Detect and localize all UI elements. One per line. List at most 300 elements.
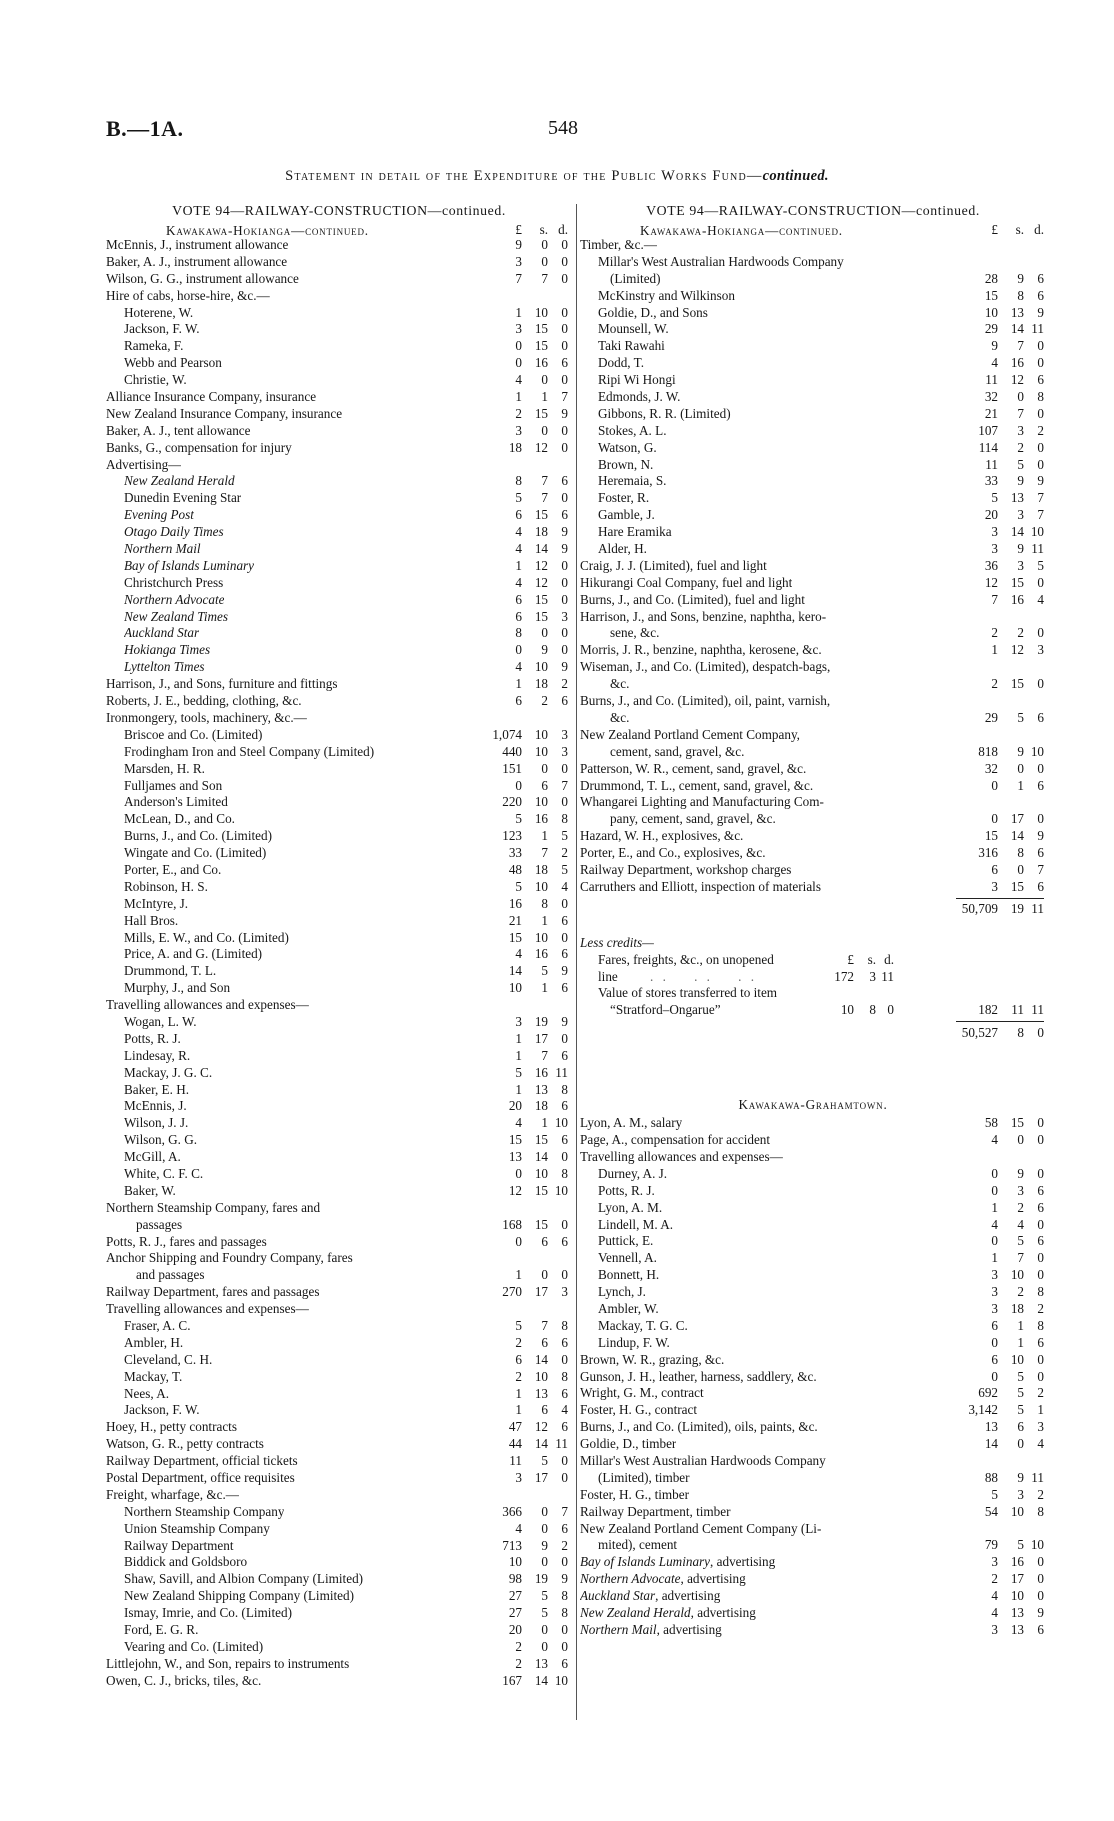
list-item <box>580 609 1046 626</box>
list-item <box>580 1284 1046 1301</box>
amount-pence: 2 <box>1037 422 1044 438</box>
entry-amount <box>480 1402 568 1419</box>
amount-pounds: 7 <box>991 591 998 607</box>
list-item <box>580 592 1046 609</box>
entry-amount <box>480 794 568 811</box>
amount-shillings: 18 <box>1010 1300 1024 1316</box>
entry-label: Travelling allowances and expenses— <box>580 1148 783 1164</box>
amount-shillings: 2 <box>1017 625 1024 641</box>
amount-pence: 3 <box>1037 1419 1044 1435</box>
amount-shillings: 5 <box>1017 1537 1024 1553</box>
amount-shillings: 7 <box>541 490 548 506</box>
amount-shillings: 19 <box>534 1571 548 1587</box>
amount-pounds: 98 <box>508 1571 522 1587</box>
entry-label: Morris, J. R., benzine, naphtha, kerosene, &c. <box>580 642 822 658</box>
amount-shillings: 0 <box>541 422 548 438</box>
amount-pence: 2 <box>1037 1385 1044 1401</box>
amount-pounds: 14 <box>984 1436 998 1452</box>
amount-pence: 1 <box>1037 1402 1044 1418</box>
amount-pounds: 0 <box>515 355 522 371</box>
amount-pence: 6 <box>1037 287 1044 303</box>
entry-amount <box>480 507 568 524</box>
entry-amount <box>956 1487 1044 1504</box>
list-item <box>580 1166 1046 1183</box>
entry-label: Heremaia, S. <box>598 473 667 489</box>
list-item <box>106 1656 572 1673</box>
amount-pence: 0 <box>561 338 568 354</box>
amount-shillings: 6 <box>541 1233 548 1249</box>
list-item <box>106 744 572 761</box>
statement-title-continued: continued. <box>762 168 829 184</box>
list-item <box>106 321 572 338</box>
amount-pounds: 2 <box>515 405 522 421</box>
entry-amount <box>480 896 568 913</box>
entry-label: Hoterene, W. <box>124 304 194 320</box>
entry-label: (Limited), timber <box>598 1469 690 1485</box>
list-item <box>580 1436 1046 1453</box>
entry-label: Lyon, A. M. <box>598 1199 663 1215</box>
amount-pounds: 50,709 <box>961 900 998 916</box>
amount-pounds: 713 <box>502 1537 522 1553</box>
amount-shillings: 0 <box>1017 1436 1024 1452</box>
entry-amount <box>956 710 1044 727</box>
entry-label: Page, A., compensation for accident <box>580 1132 771 1148</box>
amount-pence: 6 <box>561 507 568 523</box>
list-item <box>106 1031 572 1048</box>
list-item <box>106 1284 572 1301</box>
grahamtown-section-title: Kawakawa-Grahamtown. <box>738 1097 888 1113</box>
entry-label: Robinson, H. S. <box>124 878 208 894</box>
credits-line-2-amount <box>820 969 894 986</box>
currency-pounds: £ <box>515 222 522 237</box>
entry-amount <box>480 862 568 879</box>
list-item <box>580 524 1046 541</box>
entry-label: Gunson, J. H., leather, harness, saddlery, &c. <box>580 1368 817 1384</box>
amount-shillings: 8 <box>541 895 548 911</box>
entry-amount <box>480 1284 568 1301</box>
entry-label: Banks, G., compensation for injury <box>106 439 292 455</box>
credits-currency-header <box>820 952 894 969</box>
page-number: 548 <box>548 117 578 139</box>
entry-label: Burns, J., and Co. (Limited), oils, paints, &c. <box>580 1419 818 1435</box>
entry-label: Ford, E. G. R. <box>124 1622 199 1638</box>
entry-label: New Zealand Times <box>124 608 229 624</box>
amount-pence: 0 <box>561 1149 568 1165</box>
list-item <box>580 541 1046 558</box>
amount-pounds: 3 <box>991 1267 998 1283</box>
amount-pounds: 366 <box>502 1503 522 1519</box>
list-item <box>580 1267 1046 1284</box>
entry-label: Otago Daily Times <box>124 524 224 540</box>
entry-amount <box>480 1115 568 1132</box>
amount-shillings: 15 <box>534 507 548 523</box>
list-item <box>106 845 572 862</box>
amount-shillings: 1 <box>1017 1317 1024 1333</box>
entry-amount <box>956 1385 1044 1402</box>
entry-label: Advertising— <box>106 456 182 472</box>
column-divider <box>576 204 577 1720</box>
entry-label: Goldie, D., timber <box>580 1436 677 1452</box>
entry-label: passages <box>136 1216 183 1232</box>
entry-label: Wilson, J. J. <box>124 1115 189 1131</box>
amount-pence: 0 <box>561 1267 568 1283</box>
entry-label: Mounsell, W. <box>598 321 669 337</box>
amount-pounds: 1 <box>991 1250 998 1266</box>
amount-shillings: 18 <box>534 861 548 877</box>
amount-pounds: 0 <box>515 642 522 658</box>
amount-pence: 0 <box>561 557 568 573</box>
amount-shillings: 3 <box>1017 507 1024 523</box>
list-item <box>580 1217 1046 1234</box>
list-item <box>580 558 1046 575</box>
entry-amount <box>480 440 568 457</box>
amount-pence: 9 <box>561 963 568 979</box>
amount-pence: 10 <box>1030 1537 1044 1553</box>
list-item <box>580 1554 1046 1571</box>
amount-pounds: 1 <box>991 1199 998 1215</box>
amount-pounds: 14 <box>508 963 522 979</box>
entry-amount <box>480 913 568 930</box>
amount-pence: 0 <box>1037 1115 1044 1131</box>
amount-pounds: 6 <box>515 693 522 709</box>
amount-pounds: 818 <box>978 743 998 759</box>
statement-title-text: Statement in detail of the Expenditure of the Public Works Fund— <box>285 168 763 184</box>
amount-pence: 7 <box>561 777 568 793</box>
amount-pounds: 79 <box>984 1537 998 1553</box>
amount-pence: 6 <box>1037 878 1044 894</box>
amount-shillings: 5 <box>1017 1233 1024 1249</box>
amount-pence: 6 <box>561 1047 568 1063</box>
entry-amount <box>956 457 1044 474</box>
entry-amount <box>480 1419 568 1436</box>
list-item <box>106 507 572 524</box>
entry-amount <box>480 321 568 338</box>
list-item <box>580 423 1046 440</box>
amount-pounds: 0 <box>991 777 998 793</box>
entry-label: Wilson, G. G., instrument allowance <box>106 270 299 286</box>
amount-pounds: 28 <box>984 270 998 286</box>
amount-shillings: 8 <box>1017 1025 1024 1041</box>
amount-pounds: 3 <box>515 422 522 438</box>
list-item <box>106 457 572 474</box>
amount-pence: 9 <box>561 524 568 540</box>
list-item <box>106 592 572 609</box>
amount-shillings: 7 <box>541 473 548 489</box>
entry-amount <box>956 1588 1044 1605</box>
amount-pounds: 1 <box>515 1081 522 1097</box>
entry-amount <box>480 609 568 626</box>
list-item <box>106 288 572 305</box>
entry-amount <box>956 1267 1044 1284</box>
amount-pence: 10 <box>1030 524 1044 540</box>
entry-amount <box>956 1352 1044 1369</box>
amount-pence: 0 <box>1037 1250 1044 1266</box>
list-item <box>580 1301 1046 1318</box>
amount-pounds: 0 <box>515 338 522 354</box>
entry-label: Railway Department, fares and passages <box>106 1284 320 1300</box>
list-item <box>580 1250 1046 1267</box>
amount-shillings: 10 <box>534 794 548 810</box>
amount-pounds: 168 <box>502 1216 522 1232</box>
list-item <box>106 946 572 963</box>
amount-shillings: 12 <box>1010 642 1024 658</box>
amount-pence: 8 <box>561 1588 568 1604</box>
list-item <box>106 305 572 322</box>
list-item <box>106 1504 572 1521</box>
amount-pounds: 2 <box>515 1638 522 1654</box>
amount-pounds: 1 <box>515 389 522 405</box>
amount-pence: 2 <box>1037 1300 1044 1316</box>
amount-pounds: 10 <box>508 1554 522 1570</box>
entry-label: Lindell, M. A. <box>598 1216 674 1232</box>
amount-pence: 0 <box>1037 625 1044 641</box>
entry-amount <box>956 1402 1044 1419</box>
entry-label: mited), cement <box>598 1537 678 1553</box>
entry-amount <box>480 1538 568 1555</box>
total-rule <box>956 898 1044 899</box>
amount-pence: 0 <box>1037 1554 1044 1570</box>
amount-pence: 11 <box>881 968 894 984</box>
entry-label: Railway Department <box>124 1537 234 1553</box>
entry-label: Mills, E. W., and Co. (Limited) <box>124 929 289 945</box>
amount-pounds: 21 <box>508 912 522 928</box>
entry-label: Wright, G. M., contract <box>580 1385 704 1401</box>
entry-amount <box>480 423 568 440</box>
list-item <box>106 1538 572 1555</box>
amount-pence: 6 <box>1037 1233 1044 1249</box>
amount-shillings: 10 <box>1010 1588 1024 1604</box>
amount-pounds: 6 <box>515 591 522 607</box>
amount-shillings: 3 <box>869 968 876 984</box>
entry-label: Hoey, H., petty contracts <box>106 1419 237 1435</box>
entry-label <box>580 1622 722 1639</box>
list-item <box>580 1588 1046 1605</box>
entry-amount <box>956 372 1044 389</box>
entry-amount <box>956 1233 1044 1250</box>
left-column <box>106 200 572 1690</box>
amount-pence: 3 <box>561 726 568 742</box>
entry-amount <box>956 541 1044 558</box>
amount-pounds: 11 <box>985 372 998 388</box>
amount-shillings: 18 <box>534 676 548 692</box>
amount-pence: 7 <box>1037 507 1044 523</box>
amount-pence: 5 <box>561 828 568 844</box>
entry-amount <box>480 1622 568 1639</box>
amount-pence: 8 <box>561 1368 568 1384</box>
list-item <box>106 879 572 896</box>
entry-amount <box>956 440 1044 457</box>
credits-line-4-text: “Stratford–Ongarue” <box>610 1002 721 1018</box>
list-item <box>106 271 572 288</box>
list-item <box>106 1588 572 1605</box>
entry-label: &c. <box>610 676 630 692</box>
entry-label: Durney, A. J. <box>598 1165 668 1181</box>
list-item <box>580 744 1046 761</box>
amount-shillings: 3 <box>1017 557 1024 573</box>
list-item <box>106 625 572 642</box>
entry-amount <box>956 1571 1044 1588</box>
amount-pence: 0 <box>561 642 568 658</box>
amount-pence: 0 <box>1037 405 1044 421</box>
amount-shillings: 2 <box>1017 1284 1024 1300</box>
amount-pence: 0 <box>561 422 568 438</box>
entry-label: Railway Department, workshop charges <box>580 861 792 877</box>
list-item <box>580 1115 1046 1132</box>
amount-shillings: 9 <box>1017 270 1024 286</box>
credits-total <box>956 1002 1044 1019</box>
amount-pounds: 270 <box>502 1284 522 1300</box>
entry-label: Ironmongery, tools, machinery, &c.— <box>106 709 307 725</box>
entry-label: Craig, J. J. (Limited), fuel and light <box>580 557 767 573</box>
entry-amount <box>480 946 568 963</box>
list-item <box>106 389 572 406</box>
amount-shillings: 16 <box>534 946 548 962</box>
entry-amount <box>480 778 568 795</box>
amount-pounds: 440 <box>502 743 522 759</box>
entry-amount <box>480 1571 568 1588</box>
amount-pence: 9 <box>1037 473 1044 489</box>
list-item <box>106 997 572 1014</box>
list-item <box>106 659 572 676</box>
amount-pence: 0 <box>561 253 568 269</box>
list-item <box>106 423 572 440</box>
entry-amount <box>480 1149 568 1166</box>
amount-pence: 0 <box>1037 1571 1044 1587</box>
amount-pounds: 4 <box>515 372 522 388</box>
net-total <box>956 1025 1044 1042</box>
entry-amount <box>480 1386 568 1403</box>
entry-amount <box>956 1622 1044 1639</box>
entry-label: Murphy, J., and Son <box>124 980 231 996</box>
list-item <box>106 1554 572 1571</box>
entry-amount <box>480 1014 568 1031</box>
list-item <box>106 811 572 828</box>
amount-pence: 0 <box>561 625 568 641</box>
amount-pence: 11 <box>1031 900 1044 916</box>
entry-amount <box>480 271 568 288</box>
amount-pounds: 44 <box>508 1436 522 1452</box>
amount-shillings: 7 <box>541 845 548 861</box>
list-item <box>106 1217 572 1234</box>
amount-pounds: 29 <box>984 321 998 337</box>
entry-label: Millar's West Australian Hardwoods Company <box>598 253 844 269</box>
amount-pounds: 5 <box>515 1064 522 1080</box>
entry-amount <box>480 1656 568 1673</box>
entry-amount <box>480 1521 568 1538</box>
entry-label: Wogan, L. W. <box>124 1013 197 1029</box>
amount-pounds: 1,074 <box>492 726 522 742</box>
entry-amount <box>480 1048 568 1065</box>
entry-amount <box>956 676 1044 693</box>
amount-pounds: 32 <box>984 389 998 405</box>
entry-amount <box>956 490 1044 507</box>
amount-shillings: 17 <box>1010 811 1024 827</box>
entry-label: Patterson, W. R., cement, sand, gravel, &c. <box>580 760 807 776</box>
entry-label: Taki Rawahi <box>598 338 665 354</box>
list-item <box>580 676 1046 693</box>
entry-amount <box>480 1436 568 1453</box>
entry-amount <box>480 811 568 828</box>
amount-pence: 4 <box>561 878 568 894</box>
amount-pounds: 1 <box>515 1267 522 1283</box>
amount-pence: 7 <box>1037 861 1044 877</box>
amount-pounds: 3 <box>991 1300 998 1316</box>
entry-amount <box>480 592 568 609</box>
list-item <box>580 811 1046 828</box>
publication-name: Northern Advocate <box>580 1571 681 1587</box>
amount-shillings: 5 <box>541 1605 548 1621</box>
amount-pence: 2 <box>1037 1486 1044 1502</box>
amount-shillings: 1 <box>1017 777 1024 793</box>
amount-pounds: 7 <box>515 270 522 286</box>
list-item <box>106 1571 572 1588</box>
amount-pounds: 3 <box>991 1554 998 1570</box>
list-item <box>580 355 1046 372</box>
amount-shillings: 10 <box>534 929 548 945</box>
statement-title <box>0 168 1114 185</box>
amount-shillings: 16 <box>1010 591 1024 607</box>
amount-pounds: 1 <box>515 1047 522 1063</box>
list-item <box>106 1419 572 1436</box>
amount-pounds: 1 <box>515 1385 522 1401</box>
amount-pounds: 1 <box>991 642 998 658</box>
amount-shillings: 0 <box>541 625 548 641</box>
entry-amount <box>480 1098 568 1115</box>
amount-shillings: 5 <box>1017 456 1024 472</box>
entry-amount <box>480 237 568 254</box>
list-item <box>580 710 1046 727</box>
amount-pounds: 4 <box>991 1605 998 1621</box>
amount-pence: 9 <box>561 541 568 557</box>
list-item <box>580 659 1046 676</box>
amount-pounds: 167 <box>502 1672 522 1688</box>
amount-pence: 11 <box>555 1436 568 1452</box>
entry-label: New Zealand Portland Cement Company (Li- <box>580 1520 822 1536</box>
entry-amount <box>480 1183 568 1200</box>
amount-pounds: 0 <box>515 1233 522 1249</box>
amount-pounds: 29 <box>984 709 998 725</box>
amount-pounds: 2 <box>991 625 998 641</box>
amount-shillings: 1 <box>541 828 548 844</box>
amount-shillings: 0 <box>541 1554 548 1570</box>
amount-pounds: 0 <box>991 811 998 827</box>
entry-amount <box>480 761 568 778</box>
amount-pounds: 1 <box>515 676 522 692</box>
amount-pence: 8 <box>561 1605 568 1621</box>
entry-label <box>580 1571 746 1588</box>
amount-pence: 6 <box>561 693 568 709</box>
amount-pounds: 6 <box>515 507 522 523</box>
amount-pence: 6 <box>1037 1621 1044 1637</box>
entry-label: Ambler, W. <box>598 1300 659 1316</box>
amount-pence: 0 <box>1037 1165 1044 1181</box>
amount-pounds: 9 <box>991 338 998 354</box>
list-item <box>106 862 572 879</box>
amount-pence: 8 <box>1037 1317 1044 1333</box>
entry-amount <box>480 1234 568 1251</box>
amount-pence: 6 <box>561 1334 568 1350</box>
entry-label: Watson, G. <box>598 439 657 455</box>
list-item <box>106 642 572 659</box>
entry-label: Jackson, F. W. <box>124 321 200 337</box>
list-item <box>580 321 1046 338</box>
amount-pounds: 0 <box>991 1334 998 1350</box>
list-item <box>106 1115 572 1132</box>
amount-pounds: 107 <box>978 422 998 438</box>
entry-amount <box>956 1335 1044 1352</box>
credits-line-1-text: Fares, freights, &c., on unopened <box>598 951 774 967</box>
entry-label: Hare Eramika <box>598 524 672 540</box>
